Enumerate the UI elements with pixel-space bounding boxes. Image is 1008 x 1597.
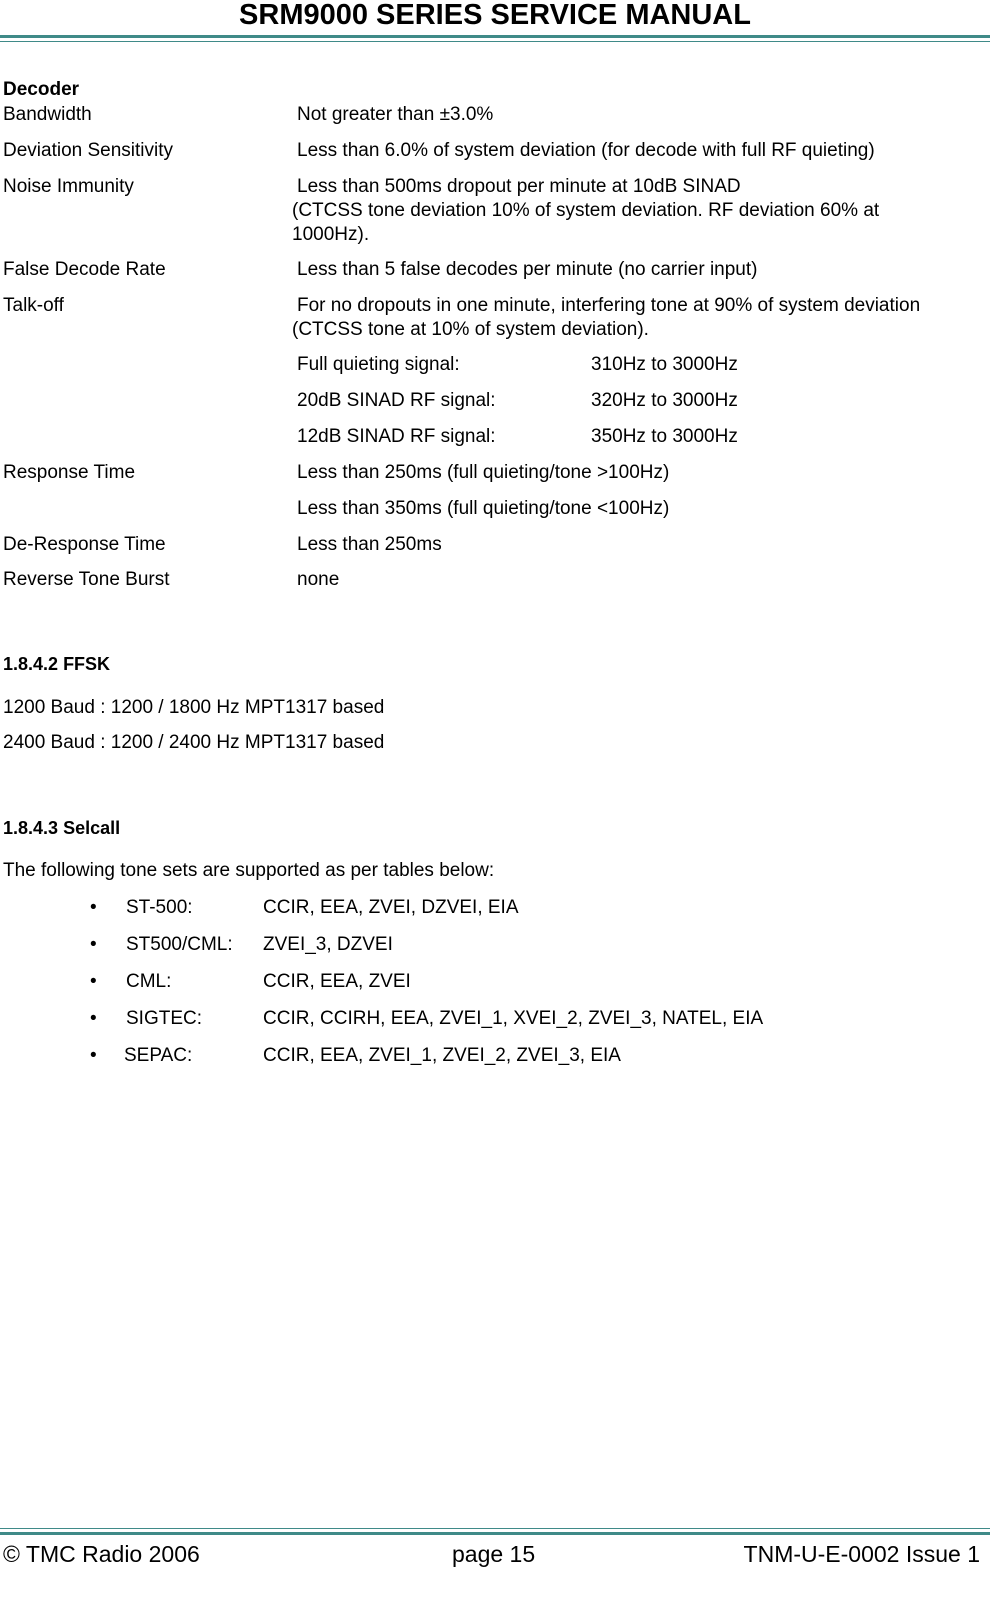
tone-set-name: SEPAC: [124,1045,193,1066]
noise-immunity-line2: (CTCSS tone deviation 10% of system deviation. RF deviation 60% at [292,200,880,221]
false-decode-rate-value: Less than 5 false decodes per minute (no carrier input) [297,259,758,280]
talk-off-signal-range: 350Hz to 3000Hz [591,426,738,447]
bullet-icon: • [90,1045,97,1066]
tone-set-values: CCIR, EEA, ZVEI_1, ZVEI_2, ZVEI_3, EIA [263,1045,621,1066]
tone-set-name: ST-500: [126,897,193,918]
header-rule-bottom [0,41,990,42]
tone-set-values: CCIR, CCIRH, EEA, ZVEI_1, XVEI_2, ZVEI_3, NATEL, EIA [263,1008,764,1029]
response-time-label: Response Time [3,462,136,483]
deviation-sensitivity-label: Deviation Sensitivity [3,140,174,161]
ffsk-section-number: 1.8.4.2 [3,654,59,674]
false-decode-rate-label: False Decode Rate [3,259,166,280]
deviation-sensitivity-value: Less than 6.0% of system deviation (for decode with full RF quieting) [297,140,875,161]
footer-copyright: © TMC Radio 2006 [3,1541,200,1567]
tone-set-name: CML: [126,971,172,992]
footer-page-number: page 15 [452,1541,536,1567]
de-response-time-label: De-Response Time [3,534,166,555]
response-time-line2: Less than 350ms (full quieting/tone <100Hz) [297,498,670,519]
selcall-section-title: Selcall [63,818,121,838]
tone-set-name: SIGTEC: [126,1008,203,1029]
reverse-tone-burst-label: Reverse Tone Burst [3,569,170,590]
selcall-section-number: 1.8.4.3 [3,818,59,838]
ffsk-line: 1200 Baud : 1200 / 1800 Hz MPT1317 based [3,697,385,718]
talk-off-line1: For no dropouts in one minute, interfering tone at 90% of system deviation [297,295,921,316]
response-time-line1: Less than 250ms (full quieting/tone >100Hz) [297,462,670,483]
talk-off-signal-range: 310Hz to 3000Hz [591,354,738,375]
selcall-section-heading [3,818,120,840]
ffsk-section-title: FFSK [63,654,111,674]
selcall-intro: The following tone sets are supported as per tables below: [3,860,495,881]
ffsk-line: 2400 Baud : 1200 / 2400 Hz MPT1317 based [3,732,385,753]
noise-immunity-line3: 1000Hz). [292,224,370,245]
talk-off-signal-label: 12dB SINAD RF signal: [297,426,496,447]
decoder-heading: Decoder [3,79,80,100]
footer-document-id: TNM-U-E-0002 Issue 1 [743,1541,980,1567]
talk-off-signal-label: 20dB SINAD RF signal: [297,390,496,411]
noise-immunity-line1: Less than 500ms dropout per minute at 10dB SINAD [297,176,741,197]
bullet-icon: • [90,971,97,992]
footer-rule-bottom [0,1532,990,1535]
reverse-tone-burst-value: none [297,569,340,590]
bullet-icon: • [90,897,97,918]
tone-set-values: ZVEI_3, DZVEI [263,934,393,955]
bandwidth-label: Bandwidth [3,104,92,125]
noise-immunity-label: Noise Immunity [3,176,134,197]
header-rule-top [0,35,990,38]
page-header-title: SRM9000 SERIES SERVICE MANUAL [239,0,751,31]
talk-off-signal-label: Full quieting signal: [297,354,460,375]
talk-off-signal-range: 320Hz to 3000Hz [591,390,738,411]
tone-set-name: ST500/CML: [126,934,233,955]
ffsk-section-heading [3,654,110,676]
talk-off-line2: (CTCSS tone at 10% of system deviation). [292,319,649,340]
tone-set-values: CCIR, EEA, ZVEI, DZVEI, EIA [263,897,519,918]
bullet-icon: • [90,934,97,955]
bandwidth-value: Not greater than ±3.0% [297,104,494,125]
de-response-time-value: Less than 250ms [297,534,442,555]
footer-rule-top [0,1528,990,1529]
bullet-icon: • [90,1008,97,1029]
talk-off-label: Talk-off [3,295,64,316]
tone-set-values: CCIR, EEA, ZVEI [263,971,411,992]
